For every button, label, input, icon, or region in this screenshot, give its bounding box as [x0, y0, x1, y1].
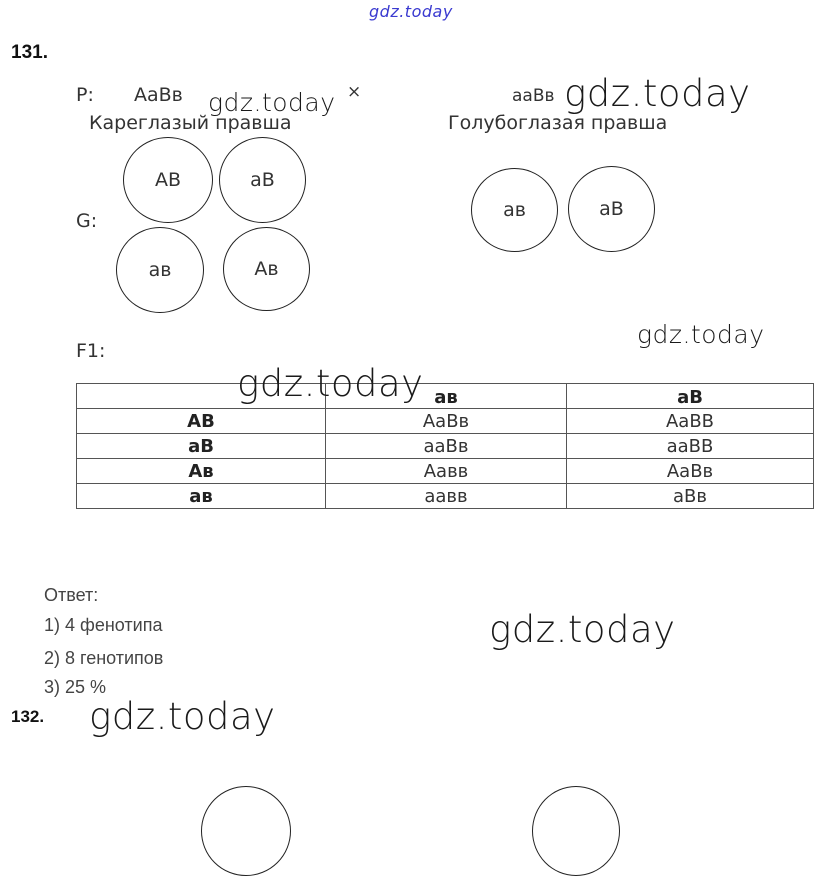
row-header: ав [77, 484, 326, 509]
table-cell: аВв [567, 484, 814, 509]
gamete-circle: ав [471, 168, 558, 252]
table-cell: ааВв [326, 434, 567, 459]
table-cell: Аавв [326, 459, 567, 484]
table-row [77, 459, 814, 484]
table-cell: АаВв [326, 409, 567, 434]
parent1-phenotype: Кареглазый правша [89, 112, 292, 134]
table-cell: ааВВ [567, 434, 814, 459]
table-cell: АаВв [567, 459, 814, 484]
parent2-genotype: ааВв [512, 86, 555, 106]
parent1-genotype: АаВв [134, 84, 183, 106]
watermark-top: gdz.today [369, 2, 453, 21]
answer-title: Ответ: [44, 585, 99, 605]
table-cell: АаВВ [567, 409, 814, 434]
answer-item: 2) 8 генотипов [44, 648, 164, 668]
parents-label: P: [76, 84, 94, 106]
column-header: ав [326, 384, 567, 409]
f1-label: F1: [76, 340, 106, 362]
row-header: аВ [77, 434, 326, 459]
gamete-circle: аВ [568, 166, 655, 252]
column-header: аВ [567, 384, 814, 409]
cross-symbol: × [347, 82, 362, 102]
watermark: gdz.today [489, 608, 676, 651]
table-row [77, 484, 814, 509]
gamete-circle: аВ [219, 137, 306, 223]
table-row [77, 434, 814, 459]
row-header: Ав [77, 459, 326, 484]
gamete-circle: Ав [223, 227, 310, 311]
answer-item: 3) 25 % [44, 677, 107, 697]
task-number-132: 132. [11, 707, 45, 726]
watermark: gdz.today [564, 72, 751, 115]
gametes-label: G: [76, 210, 98, 232]
table-header-row [77, 384, 814, 409]
gamete-circle: ав [116, 227, 204, 313]
gamete-circle-empty [201, 786, 291, 876]
watermark: gdz.today [208, 88, 336, 117]
row-header: АВ [77, 409, 326, 434]
watermark: gdz.today [237, 362, 424, 405]
parent2-phenotype: Голубоглазая правша [448, 112, 668, 134]
gamete-circle: АВ [123, 137, 213, 223]
answer-item: 1) 4 фенотипа [44, 615, 163, 635]
gamete-circle-empty [532, 786, 620, 876]
watermark: gdz.today [637, 320, 765, 349]
punnett-table [76, 383, 814, 509]
table-row [77, 409, 814, 434]
task-number-131: 131. [11, 42, 48, 63]
watermark: gdz.today [89, 695, 276, 738]
table-cell: аавв [326, 484, 567, 509]
